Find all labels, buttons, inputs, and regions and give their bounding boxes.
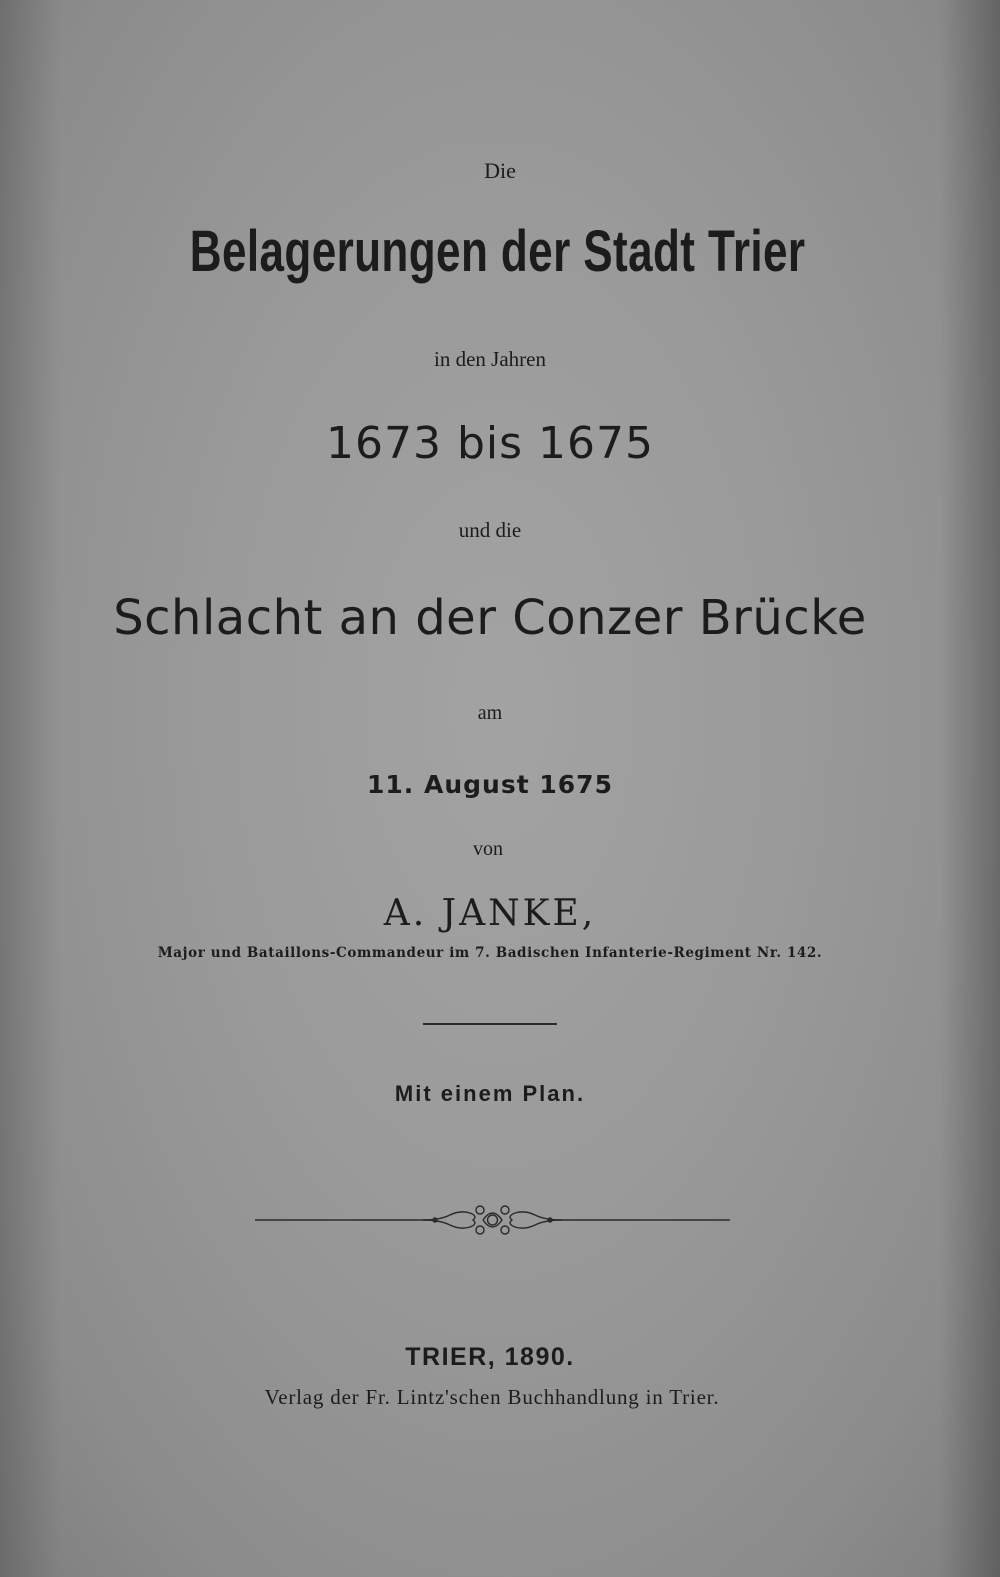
- battle-date: 11. August 1675: [367, 770, 613, 799]
- main-title: Belagerungen der Stadt Trier: [189, 219, 806, 284]
- author-intro: von: [473, 838, 503, 860]
- author-rank: Major und Bataillons-Commandeur im 7. Badischen Infanterie-Regiment Nr. 142.: [157, 945, 823, 961]
- years-intro: in den Jahren: [434, 347, 546, 371]
- title-prefix: Die: [484, 158, 516, 183]
- place-year: TRIER, 1890.: [405, 1343, 575, 1371]
- flourish-divider-icon: [255, 1198, 730, 1242]
- divider-rule: [423, 1023, 557, 1025]
- battle-title: Schlacht an der Conzer Brücke: [113, 590, 867, 646]
- date-intro: am: [477, 702, 503, 724]
- years-range: 1673 bis 1675: [325, 418, 654, 469]
- publisher: Verlag der Fr. Lintz'schen Buchhandlung in Trier.: [264, 1385, 720, 1409]
- conjunction: und die: [458, 518, 522, 542]
- author-name: A. JANKE,: [383, 893, 597, 934]
- plan-note: Mit einem Plan.: [394, 1081, 586, 1106]
